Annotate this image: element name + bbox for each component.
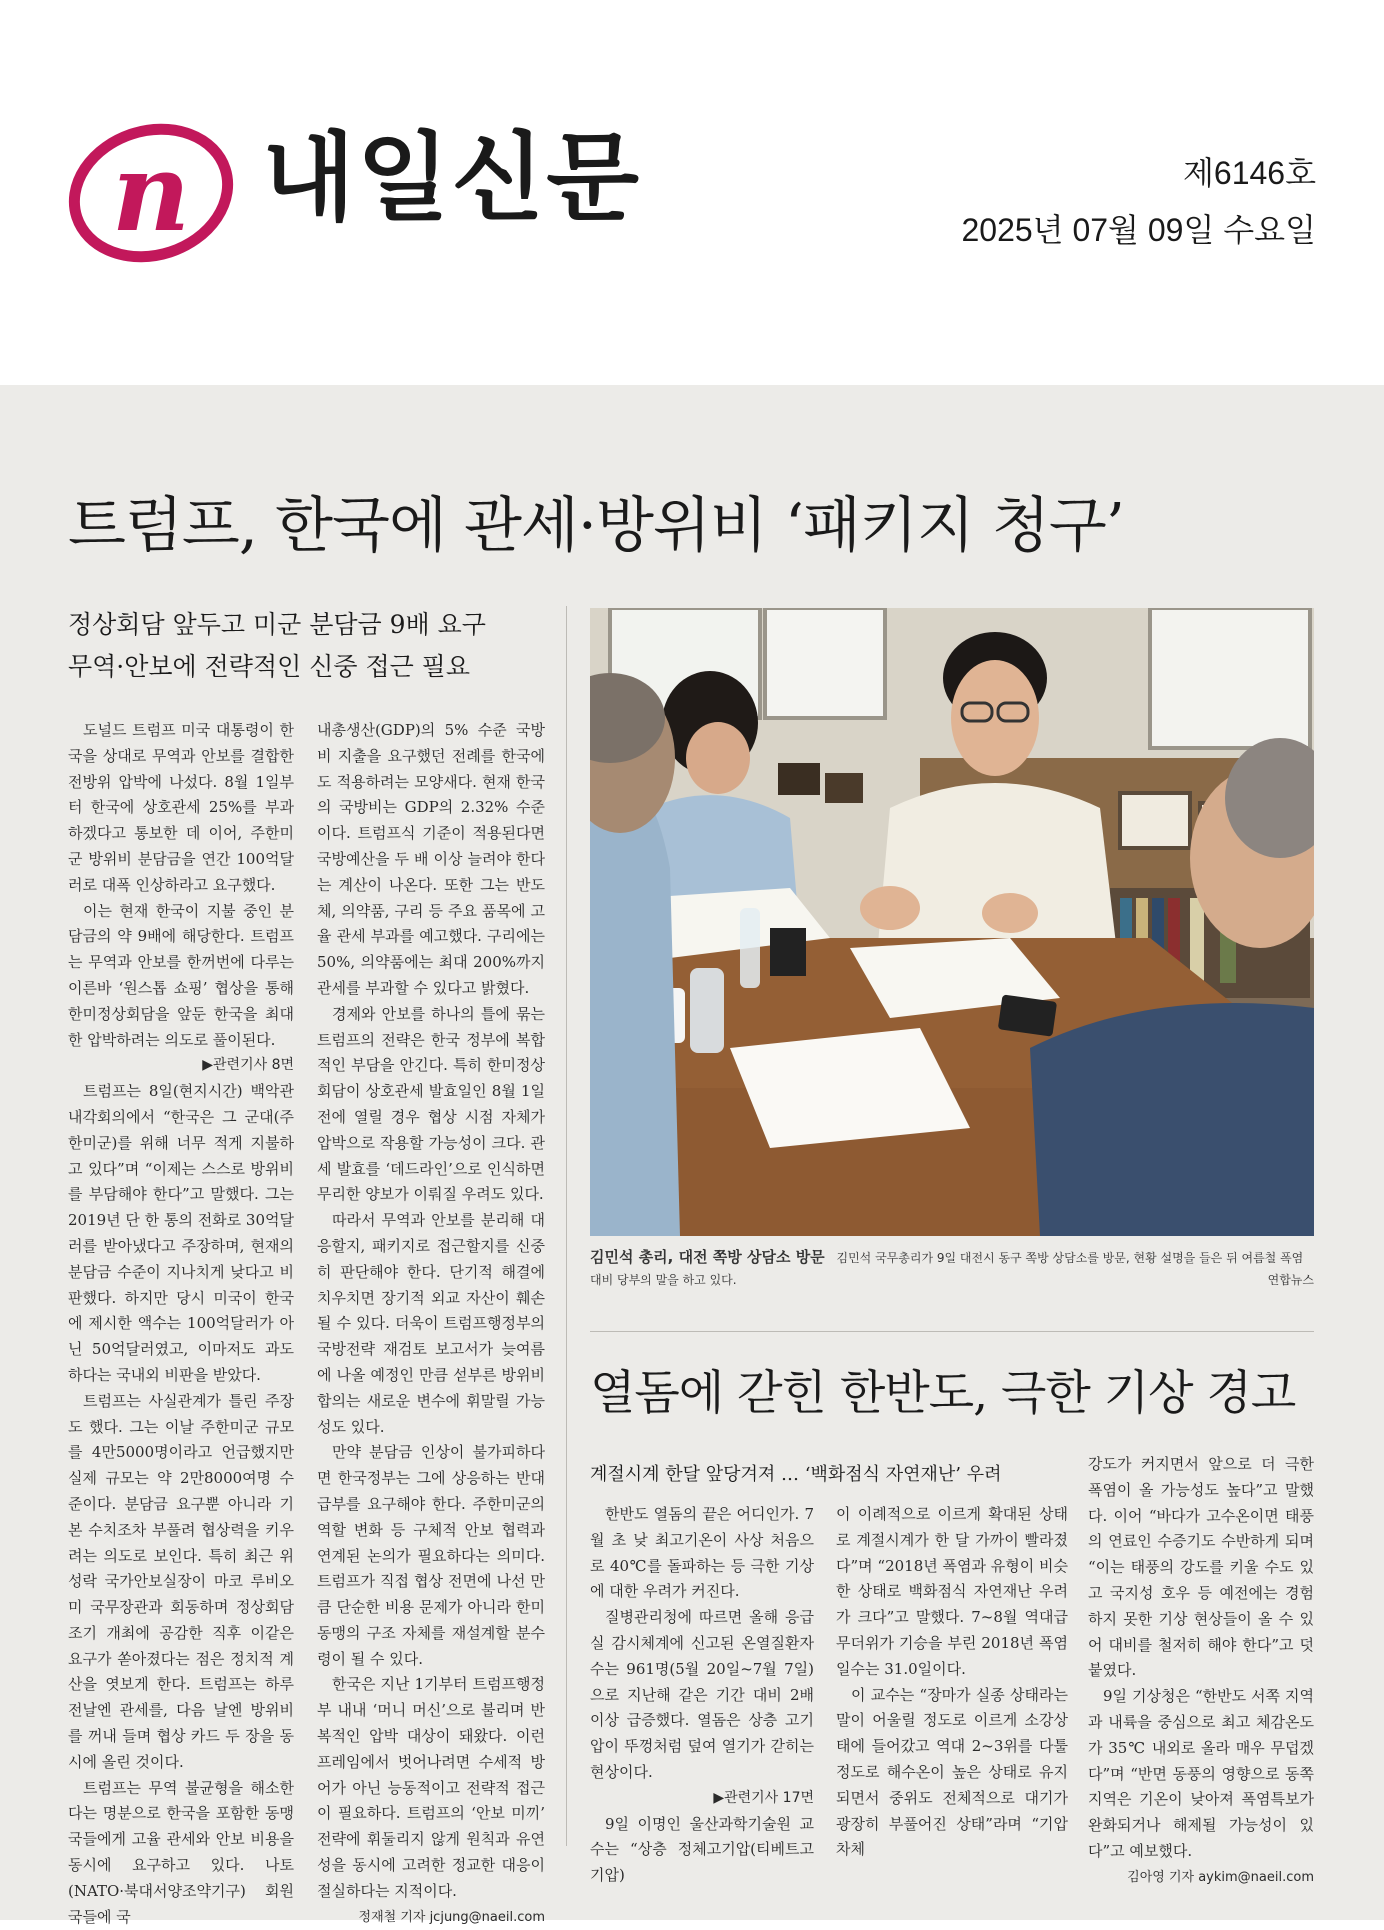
paragraph: 이 이례적으로 이르게 확대된 상태로 계절시계가 한 달 가까이 빨라졌다”며 “2018년 폭염과 유형이 비슷한 상태로 백화점식 자연재난 우려가 크다”고 말했다. 7~8월 역대급 무더위가 기승을 부린 2018년 폭염일수는 31.0일이다. [836, 1505, 1068, 1678]
paragraph: 트럼프는 무역 불균형을 해소한다는 명분으로 한국을 포함한 동맹국들에게 고율 관세와 안보 비용을 동시에 요구하고 있다. 나토(NATO·북대서양조약기구) 회원국들에 국 [68, 1778, 294, 1926]
caption-text: 김민석 국무총리가 9일 대전시 동구 쪽방 상담소를 방문, 현황 설명을 들은 뒤 여름철 폭염 대비 당부의 말을 하고 있다. [590, 1251, 1304, 1287]
article2-column-3 [1088, 1452, 1314, 1891]
paragraph: 도널드 트럼프 미국 대통령이 한국을 상대로 무역과 안보를 결합한 전방위 압박에 나섰다. 8월 1일부터 한국에 상호관세 25%를 부과하겠다고 통보한 데 이어, 주한미군 방위비 분담금을 연간 100억달러로 대폭 인상하라고 요구했다. [68, 721, 294, 894]
main-headline: 트럼프, 한국에 관세·방위비 ‘패키지 청구’ [68, 491, 1124, 561]
naeil-logo-icon [66, 118, 236, 268]
section-divider [590, 1331, 1314, 1332]
main-subheads [68, 604, 486, 688]
paragraph: 9일 이명인 울산과학기술원 교수는 “상층 정체고기압(티베트고기압) [590, 1814, 814, 1885]
masthead [0, 0, 1384, 385]
paragraph: 내총생산(GDP)의 5% 수준 국방비 지출을 요구했던 전례를 한국에도 적용하려는 모양새다. 현재 한국의 국방비는 GDP의 2.32% 수준이다. 트럼프식 기준이 적용된다면 국방예산을 두 배 이상 늘려야 한다는 계산이 나온다. 또한 그는 반도체, 의약품, 구리 등 주요 품목에 고율 관세 부과를 예고했다. 구리에는 50%, 의약품에는 최대 200%까지 관세를 부과할 수 있다고 밝혔다. [317, 721, 545, 997]
paragraph: 경제와 안보를 하나의 틀에 묶는 트럼프의 전략은 한국 정부에 복합적인 부담을 안긴다. 특히 한미정상회담이 상호관세 발효일인 8월 1일 전에 열릴 경우 협상 시점 자체가 압박으로 작용할 가능성이 크다. 관세 발효를 ‘데드라인’으로 인식하면 무리한 양보가 이뤄질 우려도 있다. [317, 1004, 545, 1204]
paragraph: 한국은 지난 1기부터 트럼프행정부 내내 ‘머니 머신’으로 불리며 반복적인 압박 대상이 돼왔다. 이런 프레임에서 벗어나려면 수세적 방어가 아닌 능동적이고 전략적 접근이 필요하다. 트럼프의 ‘안보 미끼’ 전략에 휘둘리지 않게 원칙과 유연성을 동시에 고려한 정교한 대응이 절실하다는 지적이다. [317, 1675, 545, 1900]
subhead-1: 정상회담 앞두고 미군 분담금 9배 요구 [68, 610, 486, 639]
byline: 김아영 기자 aykim@naeil.com [1127, 1869, 1314, 1885]
issue-number: 제6146호 [1182, 155, 1316, 191]
second-subhead: 계절시계 한달 앞당겨져 … ‘백화점식 자연재난’ 우려 [590, 1464, 1002, 1485]
logo-letter: n [111, 130, 191, 256]
column-divider [566, 606, 567, 1846]
issue-date: 2025년 07월 09일 수요일 [961, 212, 1316, 248]
paragraph: 한반도 열돔의 끝은 어디인가. 7월 초 낮 최고기온이 사상 처음으로 40℃를 돌파하는 등 극한 기상에 대한 우려가 커진다. [590, 1505, 814, 1601]
byline: 정재철 기자 jcjung@naeil.com [358, 1909, 545, 1925]
paragraph: 9일 기상청은 “한반도 서쪽 지역과 내륙을 중심으로 최고 체감온도가 35℃ 내외로 올라 매우 무덥겠다”며 “반면 동풍의 영향으로 동쪽 지역은 기온이 낮아져 폭염특보가 완화되거나 해제될 가능성이 있다”고 예보했다. [1088, 1687, 1314, 1860]
subhead-2: 무역·안보에 전략적인 신중 접근 필요 [68, 652, 470, 681]
second-headline: 열돔에 갇힌 한반도, 극한 기상 경고 [590, 1366, 1296, 1421]
photo-illustration [590, 608, 1314, 1236]
related-article-ref: ▶관련기사 8면 [202, 1057, 294, 1074]
photo-caption [590, 1246, 1314, 1291]
news-photo [590, 608, 1314, 1236]
paragraph: 이는 현재 한국이 지불 중인 분담금의 약 9배에 해당한다. 트럼프는 무역과 안보를 한꺼번에 다루는 이른바 ‘원스톱 쇼핑’ 협상을 통해 한미정상회담을 앞둔 한국을 최대한 압박하려는 의도로 풀이된다. [68, 901, 294, 1049]
paragraph: 따라서 무역과 안보를 분리해 대응할지, 패키지로 접근할지를 신중히 판단해야 한다. 단기적 해결에 치우치면 장기적 외교 자산이 훼손될 수 있다. 더욱이 트럼프행정부의 국방전략 재검토 보고서가 늦여름에 나올 예정인 만큼 섣부른 방위비 합의는 새로운 변수에 휘말릴 가능성도 있다. [317, 1211, 545, 1436]
paragraph: 강도가 커지면서 앞으로 더 극한 폭염이 올 가능성도 높다”고 말했다. 이어 “바다가 고수온이면 태풍의 연료인 수증기도 수반하게 되며 “이는 태풍의 강도를 키울 수도 있고 국지성 호우 등 예전에는 경험하지 못한 기상 현상들이 올 수 있어 대비를 철저히 해야 한다”고 덧붙였다. [1088, 1455, 1314, 1680]
photo-credit: 연합뉴스 [1267, 1273, 1314, 1287]
paragraph: 만약 분담금 인상이 불가피하다면 한국정부는 그에 상응하는 반대급부를 요구해야 한다. 주한미군의 역할 변화 등 구체적 안보 협력과 연계된 논의가 필요하다는 의미다. 트럼프가 직접 협상 전면에 나선 만큼 단순한 비용 문제가 아니라 한미동맹의 구조 자체를 재설계할 분수령이 될 수 있다. [317, 1443, 545, 1668]
paragraph: 트럼프는 사실관계가 틀린 주장도 했다. 그는 이날 주한미군 규모를 4만5000명이라고 언급했지만 실제 규모는 약 2만8000여명 수준이다. 분담금 요구뿐 아니라 기본 수치조차 부풀려 협상력을 키우려는 의도로 보인다. 특히 최근 위성락 국가안보실장이 마코 루비오 미 국무장관과 회동하며 정상회담 조기 개최에 공감한 직후 이같은 요구가 쏟아졌다는 점은 정치적 계산을 엿보게 한다. 트럼프는 하루 전날엔 관세를, 다음 날엔 방위비를 꺼내 들며 협상 카드 두 장을 동시에 올린 것이다. [68, 1391, 294, 1771]
article2-column-2 [836, 1502, 1068, 1863]
paragraph: 질병관리청에 따르면 올해 응급실 감시체계에 신고된 온열질환자 수는 961명(5월 20일~7월 7일)으로 지난해 같은 기간 대비 2배 이상 급증했다. 열돔은 상층 고기압이 뚜껑처럼 덮여 열기가 갇히는 현상이다. [590, 1608, 814, 1781]
paragraph: 트럼프는 8일(현지시간) 백악관 내각회의에서 “한국은 그 군대(주한미군)를 위해 너무 적게 지불하고 있다”며 “이제는 스스로 방위비를 부담해야 한다”고 말했다. 그는 2019년 단 한 통의 전화로 30억달러를 받아냈다고 주장하며, 현재의 분담금 수준이 지나치게 낮다고 비판했다. 하지만 당시 미국이 한국에 제시한 액수는 100억달러가 아닌 50억달러였고, 이마저도 과도하다는 국내외 비판을 받았다. [68, 1082, 295, 1384]
article2-column-1 [590, 1502, 814, 1889]
newspaper-name: 내일신문 [262, 122, 641, 234]
article1-column-1 [68, 718, 294, 1930]
article1-column-2 [317, 718, 545, 1930]
caption-title: 김민석 총리, 대전 쪽방 상담소 방문 [590, 1248, 825, 1266]
paragraph: 이 교수는 “장마가 실종 상태라는 말이 어울릴 정도로 이르게 소강상태에 들어갔고 역대 2~3위를 다툴 정도로 해수온이 높은 상태로 유지되면서 중위도 전체적으로 대기가 광장히 부풀어진 상태”라며 “기압 차체 [836, 1685, 1068, 1859]
related-article-ref: ▶관련기사 17면 [713, 1789, 814, 1806]
